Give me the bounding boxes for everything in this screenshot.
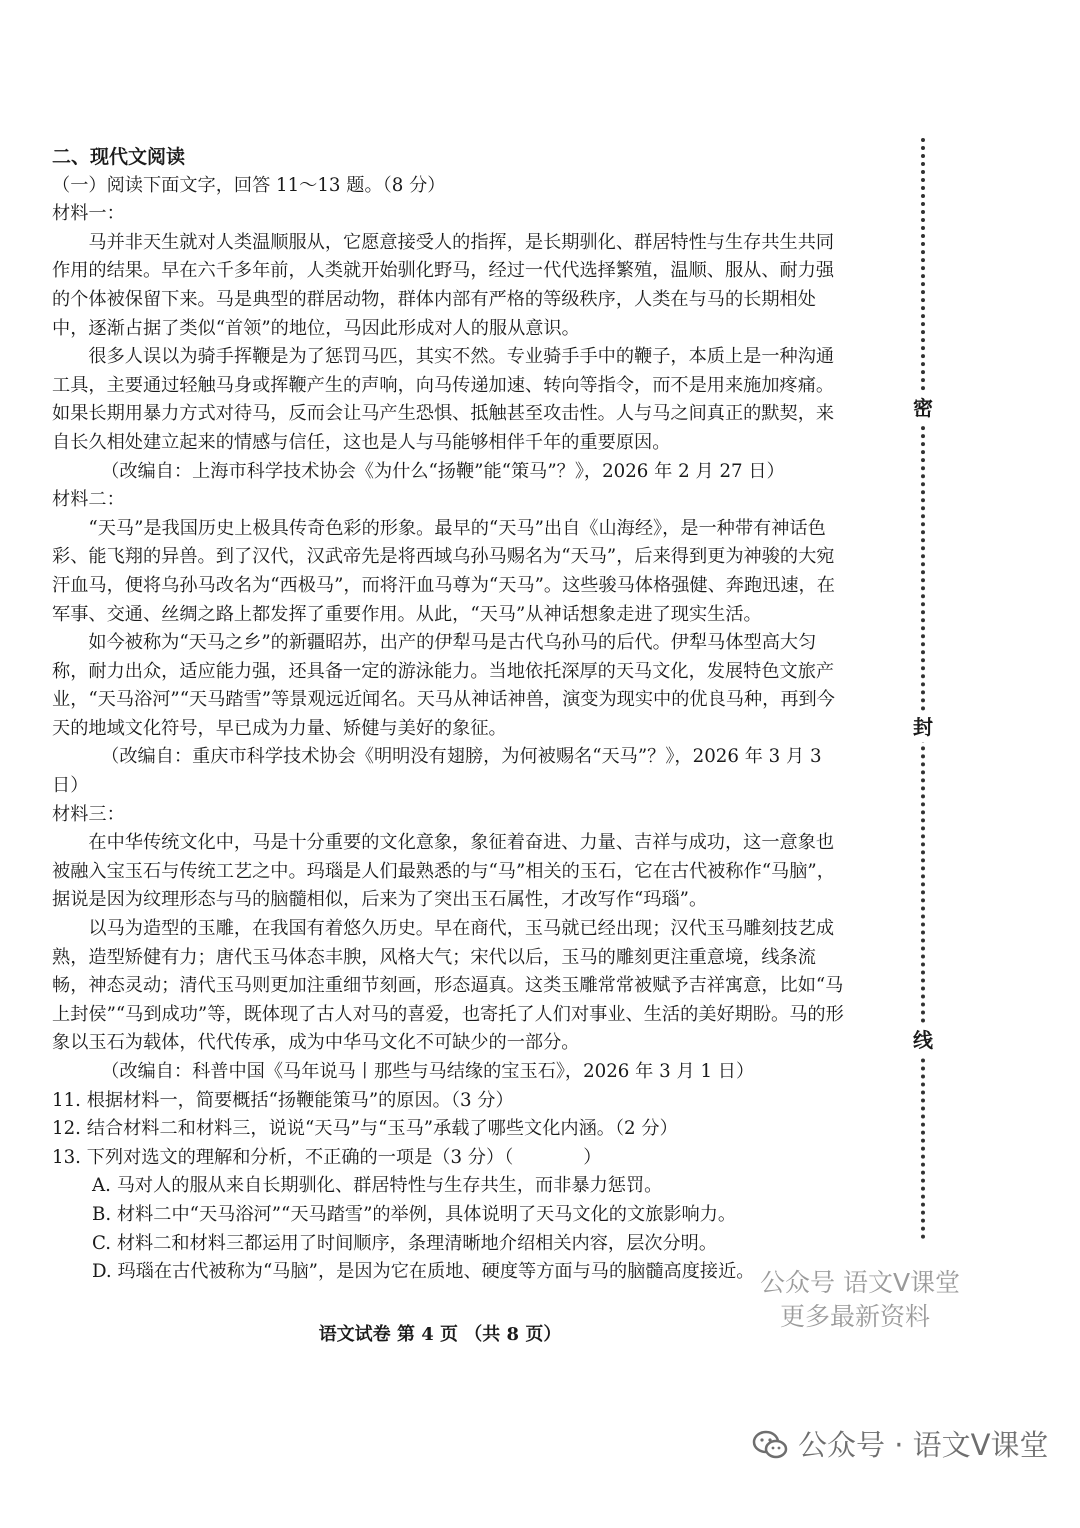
- question-13-text: 13. 下列对选文的理解和分析，不正确的一项是（3 分）（: [52, 1146, 514, 1168]
- section-instruction: （一）阅读下面文字，回答 11～13 题。（8 分）: [52, 174, 446, 196]
- material-label: 材料一：: [52, 203, 125, 225]
- paragraph: 如今被称为“天马之乡”的新疆昭苏，出产的伊犁马是古代乌孙马的后代。伊犁马体型高大匀称，耐力出众，适应能力强，还具备一定的游泳能力。当地依托深厚的天马文化，发展特色文旅产业，“天马浴河”“天马踏雪”等景观远近闻名。天马从神话神兽，演变为现实中的优良马种，再到今天的地域文化符号，早已成为力量、矫健与美好的象征。: [52, 632, 835, 739]
- paragraph: 在中华传统文化中，马是十分重要的文化意象，象征着奋进、力量、吉祥与成功，这一意象也被融入宝玉石与传统工艺之中。玛瑙是人们最熟悉的与“马”相关的玉石，它在古代被称作“马脑”，据说是因为纹理形态与马的脑髓相似，后来为了突出玉石属性，才改写作“玛瑙”。: [52, 832, 835, 911]
- question-13-close: ）: [583, 1146, 602, 1168]
- option-a: A. 马对人的服从来自长期驯化、群居特性与生存共生，而非暴力惩罚。: [92, 1175, 663, 1197]
- question-12: 12. 结合材料二和材料三，说说“天马”与“玉马”承载了哪些文化内涵。（2 分）: [52, 1118, 678, 1140]
- question-13: [52, 1144, 852, 1173]
- paragraph: “天马”是我国历史上极具传奇色彩的形象。最早的“天马”出自《山海经》，是一种带有神话色彩、能飞翔的异兽。到了汉代，汉武帝先是将西域乌孙马赐名为“天马”，后来得到更为神骏的大宛汗血马，便将乌孙马改名为“西极马”，而将汗血马尊为“天马”。这些骏马体格强健、奔跑迅速，在军事、交通、丝绸之路上都发挥了重要作用。从此，“天马”从神话想象走进了现实生活。: [52, 517, 835, 625]
- watermark-line2: 更多最新资料: [780, 1302, 931, 1331]
- binding-dotted-line: [921, 138, 925, 1240]
- watermark-bottom: [752, 1425, 1049, 1465]
- watermark-bottom-text: 公众号 · 语文V课堂: [798, 1428, 1049, 1462]
- binding-char-xian: 线: [908, 1025, 938, 1055]
- section-title: 二、现代文阅读: [52, 146, 186, 168]
- wechat-icon: [752, 1430, 788, 1460]
- question-11: 11. 根据材料一，简要概括“扬鞭能策马”的原因。（3 分）: [52, 1089, 514, 1111]
- page-footer: 语文试卷 第 4 页 （共 8 页）: [318, 1324, 562, 1345]
- reading-section: [52, 143, 852, 1287]
- option-b: B. 材料二中“天马浴河”“天马踏雪”的举例，具体说明了天马文化的文旅影响力。: [92, 1203, 737, 1225]
- source-citation: （改编自：科普中国《马年说马丨那些与马结缘的宝玉石》，2026 年 3 月 1 日）: [101, 1061, 755, 1082]
- option-c: C. 材料二和材料三都运用了时间顺序，条理清晰地介绍相关内容，层次分明。: [92, 1232, 718, 1254]
- binding-char-mi: 密: [908, 393, 938, 423]
- paragraph: 马并非天生就对人类温顺服从，它愿意接受人的指挥，是长期驯化、群居特性与生存共生共同作用的结果。早在六千多年前，人类就开始驯化野马，经过一代代选择繁殖，温顺、服从、耐力强的个体被保留下来。马是典型的群居动物，群体内部有严格的等级秩序，人类在与马的长期相处中，逐渐占据了类似“首领”的地位，马因此形成对人的服从意识。: [52, 231, 835, 339]
- material-label: 材料二：: [52, 489, 125, 511]
- material-label: 材料三：: [52, 803, 125, 825]
- watermark-line1: 公众号 语文V课堂: [760, 1268, 961, 1297]
- source-citation: （改编自：上海市科学技术协会《为什么“扬鞭”能“策马”？》，2026 年 2 月 27 日）: [101, 460, 785, 482]
- paragraph: 很多人误以为骑手挥鞭是为了惩罚马匹，其实不然。专业骑手手中的鞭子，本质上是一种沟通工具，主要通过轻触马身或挥鞭产生的声响，向马传递加速、转向等指令，而不是用来施加疼痛。如果长期用暴力方式对待马，反而会让马产生恐惧、抵触甚至攻击性。人与马之间真正的默契，来自长久相处建立起来的情感与信任，这也是人与马能够相伴千年的重要原因。: [52, 346, 835, 453]
- option-d: D. 玛瑙在古代被称为“马脑”，是因为它在质地、硬度等方面与马的脑髓高度接近。: [92, 1261, 755, 1283]
- source-citation: （改编自：重庆市科学技术协会《明明没有翅膀，为何被赐名“天马”？》，2026 年 3 月 3 日）: [52, 746, 822, 797]
- binding-char-feng: 封: [908, 712, 938, 742]
- paragraph: 以马为造型的玉雕，在我国有着悠久历史。早在商代，玉马就已经出现；汉代玉马雕刻技艺成熟，造型矫健有力；唐代玉马体态丰腴，风格大气；宋代以后，玉马的雕刻更注重意境，线条流畅，神态灵动；清代玉马则更加注重细节刻画，形态逼真。这类玉雕常常被赋予吉祥寓意，比如“马上封侯”“马到成功”等，既体现了古人对马的喜爱，也寄托了人们对事业、生活的美好期盼。马的形象以玉石为载体，代代传承，成为中华马文化不可缺少的一部分。: [52, 918, 844, 1054]
